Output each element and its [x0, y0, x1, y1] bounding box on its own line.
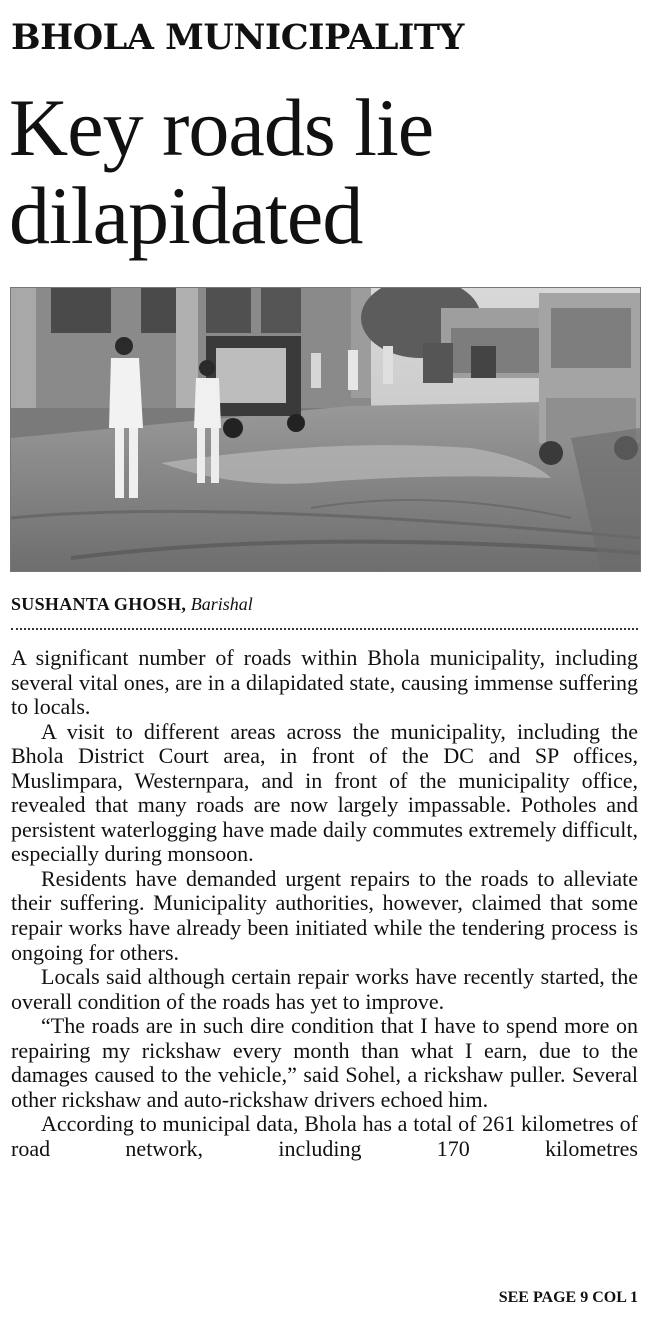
byline-author: SUSHANTA GHOSH,: [11, 594, 187, 614]
paragraph: A significant number of roads within Bhola municipality, including several vital ones, are in a dilapidated state, causing immense suffering to locals.: [11, 645, 638, 720]
paragraph: Locals said although certain repair works have recently started, the overall condition of the roads has yet to improve.: [11, 964, 638, 1014]
continuation-jump[interactable]: SEE PAGE 9 COL 1: [498, 1289, 638, 1306]
section-kicker: BHOLA MUNICIPALITY: [11, 17, 464, 58]
news-photo: [10, 287, 641, 572]
byline-location: Barishal: [190, 594, 253, 614]
byline: [11, 594, 253, 615]
road-photo-illustration: [11, 288, 640, 571]
headline: Key roads lie dilapidated: [9, 82, 434, 261]
paragraph: “The roads are in such dire condition that I have to spend more on repairing my rickshaw every month than what I earn, due to the damages caused to the vehicle,” said Sohel, a rickshaw puller. Several other rickshaw and auto-rickshaw drivers echoed him.: [11, 1013, 638, 1112]
article-body: [11, 646, 638, 1161]
dotted-divider: [11, 628, 638, 630]
paragraph: Residents have demanded urgent repairs to the roads to alleviate their suffering. Municipality authorities, however, claimed that some repair works have already been initiated while the tendering process is ongoing for others.: [11, 865, 638, 965]
paragraph: According to municipal data, Bhola has a total of 261 kilometres of road network, including 170 kilometres: [11, 1111, 638, 1161]
paragraph: A visit to different areas across the municipality, including the Bhola District Court area, in front of the DC and SP offices, Muslimpara, Westernpara, and in front of the municipality office, revealed that many roads are now largely impassable. Potholes and persistent waterlogging have made daily commutes extremely difficult, especially during monsoon.: [11, 718, 638, 867]
